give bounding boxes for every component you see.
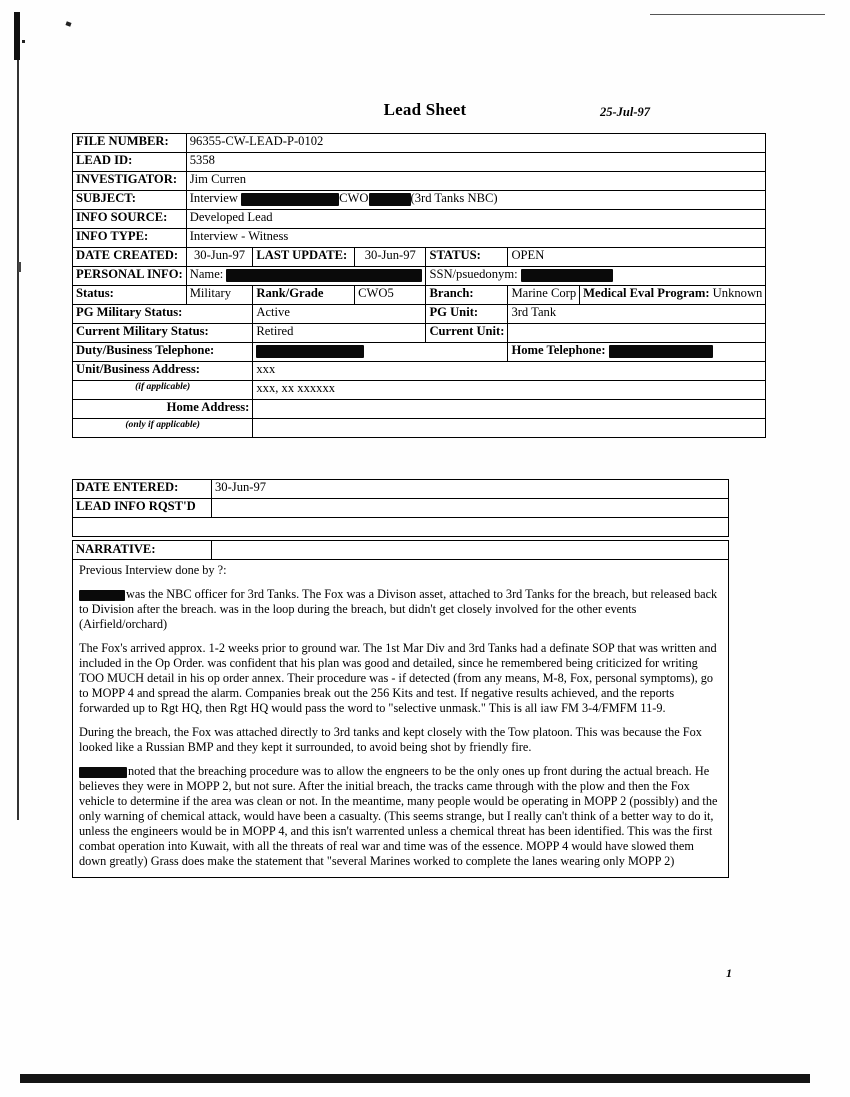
status-value: OPEN	[508, 248, 766, 267]
lead-id-value: 5358	[186, 153, 766, 172]
redaction-block	[521, 269, 613, 282]
branch-value: Marine Corp	[508, 286, 580, 305]
narrative-paragraph: During the breach, the Fox was attached directly to 3rd tanks and kept closely with the Tow platoon. This was because the Fox looked like a Russian BMP and they kept it surrounded, to avoid being shot by friendly fire.	[79, 725, 702, 754]
table-row	[73, 134, 766, 153]
subject-value	[186, 191, 766, 210]
table-row	[73, 248, 766, 267]
subject-text-3: (3rd Tanks NBC)	[410, 191, 498, 205]
table-row	[73, 229, 766, 248]
page-number: 1	[726, 966, 732, 980]
home-phone-label: Home Telephone:	[511, 343, 606, 357]
redaction-block	[226, 269, 422, 282]
entry-info-table	[72, 479, 729, 537]
redaction-block	[369, 193, 411, 206]
scan-artifact-bottom-bar	[20, 1074, 810, 1083]
investigator-label: INVESTIGATOR:	[73, 172, 187, 191]
table-row	[73, 267, 766, 286]
pg-military-status-value: Active	[253, 305, 426, 324]
table-row	[73, 400, 766, 419]
redaction-block	[79, 767, 127, 778]
last-update-value: 30-Jun-97	[355, 248, 426, 267]
unit-address-label: Unit/Business Address:	[73, 362, 253, 381]
scan-speck	[18, 262, 21, 272]
table-row	[73, 305, 766, 324]
redaction-block	[256, 345, 364, 358]
table-row	[73, 560, 729, 878]
medical-eval-cell	[580, 286, 766, 305]
date-created-value: 30-Jun-97	[186, 248, 253, 267]
scan-speck	[22, 40, 25, 43]
table-row	[73, 324, 766, 343]
narrative-header-value	[212, 541, 729, 560]
narrative-paragraph-text: noted that the breaching procedure was to allow the engneers to be the only ones up front during the actual breach. He believes they were in MOPP 2, but not sure. After the initial breach, the tracks came through with the plow and then the Fox vehicle to determine if the area was clean or not. In the meantime, many people would be operating in MOPP 2 (possibly) and the only warning of chemical attack, would have been a casualty. (This seems strange, but I really can't think of a better way to do it, unless the engineers would be in MOPP 4, and this isn't warrented unless a chemical threat has been identified. This was the first combat operation into Kuwait, with all the threats of real war and time was of the essence. MOPP 4 would have slowed them down greatly) Grass does make the statement that "several Marines worked to complete the lanes wearing only MOPP 2)	[79, 764, 718, 868]
redaction-block	[609, 345, 713, 358]
table-row	[73, 153, 766, 172]
unit-address-value: xxx	[253, 362, 766, 381]
table-row	[73, 381, 766, 400]
status2-value: Military	[186, 286, 253, 305]
table-row	[73, 343, 766, 362]
info-type-label: INFO TYPE:	[73, 229, 187, 248]
home-address-note: (only if applicable)	[73, 419, 253, 438]
pg-unit-label: PG Unit:	[426, 305, 508, 324]
table-row	[73, 191, 766, 210]
ssn-field	[426, 267, 766, 286]
document-date: 25-Jul-97	[600, 105, 650, 119]
date-entered-label: DATE ENTERED:	[73, 480, 212, 499]
duty-phone-value	[253, 343, 508, 362]
lead-info-table	[72, 133, 766, 438]
page-title: Lead Sheet	[383, 100, 467, 119]
file-number-label: FILE NUMBER:	[73, 134, 187, 153]
current-military-status-label: Current Military Status:	[73, 324, 253, 343]
narrative-body	[73, 560, 729, 878]
ssn-label: SSN/psuedonym:	[429, 267, 518, 281]
info-source-value: Developed Lead	[186, 210, 766, 229]
medical-eval-value: Unknown	[712, 286, 763, 300]
table-row	[73, 210, 766, 229]
narrative-paragraph	[79, 764, 722, 869]
medical-eval-label: Medical Eval Program:	[583, 286, 710, 300]
unit-address-note: (if applicable)	[73, 381, 253, 400]
name-label: Name:	[189, 267, 224, 281]
subject-text-2: CWO	[339, 191, 369, 205]
lead-info-value	[212, 499, 729, 518]
narrative-label: NARRATIVE:	[73, 541, 212, 560]
lead-info-label: LEAD INFO RQST'D	[73, 499, 212, 518]
table-row	[73, 172, 766, 191]
scan-artifact-left-line	[17, 60, 19, 820]
date-entered-value: 30-Jun-97	[212, 480, 729, 499]
home-address-value-2	[253, 419, 766, 438]
pg-military-status-label: PG Military Status:	[73, 305, 253, 324]
status-label: STATUS:	[426, 248, 508, 267]
rank-grade-label: Rank/Grade	[253, 286, 355, 305]
last-update-label: LAST UPDATE:	[253, 248, 355, 267]
table-row	[73, 419, 766, 438]
name-field	[186, 267, 426, 286]
investigator-value: Jim Curren	[186, 172, 766, 191]
lead-id-label: LEAD ID:	[73, 153, 187, 172]
table-row	[73, 480, 729, 499]
table-row	[73, 286, 766, 305]
current-military-status-value: Retired	[253, 324, 426, 343]
table-row	[73, 541, 729, 560]
narrative-table	[72, 540, 729, 878]
rank-grade-value: CWO5	[355, 286, 426, 305]
date-created-label: DATE CREATED:	[73, 248, 187, 267]
redaction-block	[79, 590, 125, 601]
narrative-paragraph: Previous Interview done by ?:	[79, 563, 227, 577]
subject-text-1: Interview	[189, 191, 238, 205]
pg-unit-value: 3rd Tank	[508, 305, 766, 324]
home-address-label: Home Address:	[73, 400, 253, 419]
branch-label: Branch:	[426, 286, 508, 305]
scan-artifact-top-rule	[650, 14, 825, 15]
scan-speck	[65, 21, 71, 26]
table-row	[73, 518, 729, 537]
narrative-paragraph	[79, 641, 722, 716]
info-type-value: Interview - Witness	[186, 229, 766, 248]
narrative-paragraph	[79, 587, 722, 632]
lead-info-blank-row	[73, 518, 729, 537]
table-row	[73, 362, 766, 381]
redaction-block	[241, 193, 339, 206]
home-phone-cell	[508, 343, 766, 362]
duty-phone-label: Duty/Business Telephone:	[73, 343, 253, 362]
current-unit-value	[508, 324, 766, 343]
personal-info-label: PERSONAL INFO:	[73, 267, 187, 286]
unit-address-value-2: xxx, xx xxxxxx	[253, 381, 766, 400]
file-number-value: 96355-CW-LEAD-P-0102	[186, 134, 766, 153]
status2-label: Status:	[73, 286, 187, 305]
narrative-paragraph-text: was the NBC officer for 3rd Tanks. The Fox was a Divison asset, attached to 3rd Tanks for the breach, but released back to Division after the breach. was in the loop during the breach, but didn't get closely involved for the other events (Airfield/orchard)	[79, 587, 718, 631]
narrative-paragraph-text: The Fox's arrived approx. 1-2 weeks prior to ground war. The 1st Mar Div and 3rd Tanks had a definate SOP that was written and included in the Op Order. was confident that his plan was good and detailed, since he remembered being criticized for writing TOO MUCH detail in his op order annex. Their procedure was - if detected (from any means, M-8, Fox, personal symptoms), go to MOPP 4 and spread the alarm. Companies break out the 256 Kits and test. If negative results achieved, and the reports forwarded up to Rgt HQ, then Rgt HQ would pass the word to "selective unmask." This is all iaw FM 3-4/FMFM 11-9.	[79, 641, 717, 715]
table-row	[73, 499, 729, 518]
info-source-label: INFO SOURCE:	[73, 210, 187, 229]
subject-label: SUBJECT:	[73, 191, 187, 210]
home-address-value	[253, 400, 766, 419]
current-unit-label: Current Unit:	[426, 324, 508, 343]
scan-artifact-left-top	[14, 12, 20, 60]
